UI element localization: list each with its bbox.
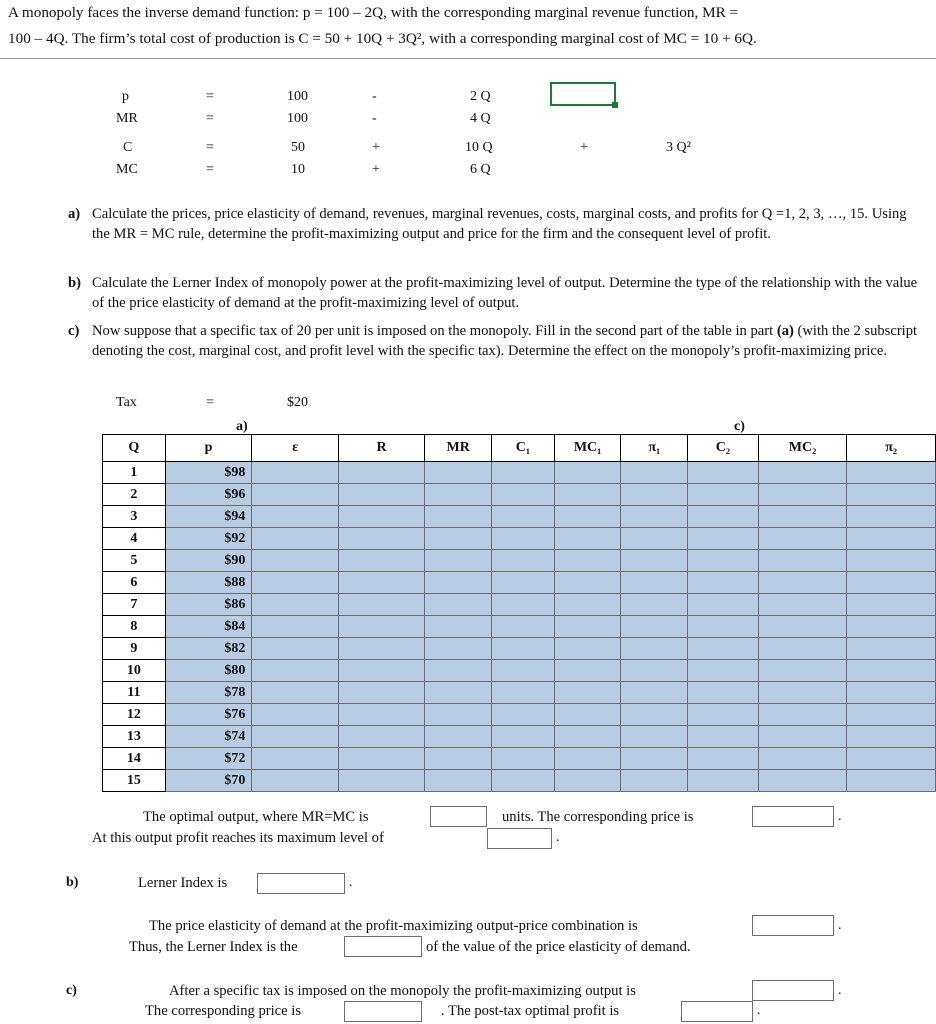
table-row <box>103 726 936 748</box>
mr-cell[interactable] <box>425 550 492 572</box>
eq-const[interactable]: 50 <box>291 140 305 155</box>
c1-cell[interactable] <box>492 462 555 484</box>
price-cell[interactable]: $78 <box>165 682 252 704</box>
intro-line-2: 100 – 4Q. The firm’s total cost of production is C = 50 + 10Q + 3Q², with a corresponding marginal cost of MC = 10 + 6Q. <box>8 30 757 47</box>
lerner-index-field[interactable] <box>257 873 345 894</box>
mc2-cell[interactable] <box>758 748 847 770</box>
price-cell[interactable]: $82 <box>165 638 252 660</box>
c2-cell[interactable] <box>688 770 759 792</box>
mr-cell[interactable] <box>425 682 492 704</box>
table-row <box>103 462 936 484</box>
profit2-cell[interactable] <box>847 572 936 594</box>
period: . <box>556 830 560 845</box>
mc1-cell[interactable] <box>554 660 621 682</box>
lerner-index-text: Lerner Index is <box>138 875 228 891</box>
q-cell[interactable]: 6 <box>103 572 166 594</box>
q-cell[interactable]: 11 <box>103 682 166 704</box>
fill-handle[interactable] <box>612 102 618 108</box>
question-b-label: b) <box>68 275 81 291</box>
elasticity-cell[interactable] <box>252 462 338 484</box>
table-row <box>103 594 936 616</box>
c1-cell[interactable] <box>492 704 555 726</box>
mc1-cell[interactable] <box>554 704 621 726</box>
c1-cell[interactable] <box>492 726 555 748</box>
c1-cell[interactable] <box>492 484 555 506</box>
profit2-cell[interactable] <box>847 484 936 506</box>
period: . <box>838 918 842 933</box>
eq-op[interactable]: + <box>372 162 380 177</box>
q-cell[interactable]: 9 <box>103 638 166 660</box>
profit1-cell[interactable] <box>621 682 688 704</box>
mr-cell[interactable] <box>425 484 492 506</box>
max-profit-field[interactable] <box>487 828 552 849</box>
revenue-cell[interactable] <box>338 572 425 594</box>
q-cell[interactable]: 13 <box>103 726 166 748</box>
max-profit-text: At this output profit reaches its maximum level of <box>92 830 384 846</box>
c1-cell[interactable] <box>492 594 555 616</box>
mc2-cell[interactable] <box>758 462 847 484</box>
q-cell[interactable]: 2 <box>103 484 166 506</box>
mr-cell[interactable] <box>425 572 492 594</box>
question-a-label: a) <box>68 206 81 222</box>
price-cell[interactable]: $70 <box>165 770 252 792</box>
eq-equals[interactable]: = <box>206 89 214 104</box>
c2-cell[interactable] <box>688 660 759 682</box>
problem-intro <box>0 0 936 59</box>
elasticity-cell[interactable] <box>252 770 338 792</box>
price-cell[interactable]: $86 <box>165 594 252 616</box>
c2-cell[interactable] <box>688 638 759 660</box>
profit2-cell[interactable] <box>847 726 936 748</box>
col-header-p[interactable]: p <box>165 435 252 462</box>
price-cell[interactable]: $72 <box>165 748 252 770</box>
price-cell[interactable]: $96 <box>165 484 252 506</box>
thus-post-text: of the value of the price elasticity of demand. <box>426 939 691 955</box>
c2-cell[interactable] <box>688 748 759 770</box>
revenue-cell[interactable] <box>338 462 425 484</box>
q-cell[interactable]: 5 <box>103 550 166 572</box>
mc1-cell[interactable] <box>554 572 621 594</box>
question-c-text: Now suppose that a specific tax of 20 per unit is imposed on the monopoly. Fill in the second part of the table in part (a) (with the 2 subscript denoting the cost, marginal cost, and profit level with the specific tax). Determine the effect on the monopoly’s profit-maximizing price. <box>92 323 918 359</box>
mc1-cell[interactable] <box>554 770 621 792</box>
eq-term[interactable]: 2 Q <box>470 89 491 104</box>
mc1-cell[interactable] <box>554 726 621 748</box>
table-row <box>103 506 936 528</box>
mc1-cell[interactable] <box>554 748 621 770</box>
profit2-cell[interactable] <box>847 770 936 792</box>
table-row <box>103 484 936 506</box>
price-cell[interactable]: $74 <box>165 726 252 748</box>
eq-op2[interactable]: + <box>580 140 588 155</box>
optimal-price-field[interactable] <box>752 806 834 827</box>
profit2-cell[interactable] <box>847 462 936 484</box>
mr-cell[interactable] <box>425 748 492 770</box>
elasticity-text: The price elasticity of demand at the profit-maximizing output-price combination is <box>149 918 638 934</box>
col-header-mc1[interactable]: MC₁ <box>554 435 621 462</box>
price-cell[interactable]: $84 <box>165 616 252 638</box>
col-header-revenue[interactable]: R <box>338 435 425 462</box>
col-header-q[interactable]: Q <box>103 435 166 462</box>
mc1-cell[interactable] <box>554 528 621 550</box>
mc2-cell[interactable] <box>758 660 847 682</box>
revenue-cell[interactable] <box>338 550 425 572</box>
mc2-cell[interactable] <box>758 484 847 506</box>
price-cell[interactable]: $98 <box>165 462 252 484</box>
price-cell[interactable]: $76 <box>165 704 252 726</box>
c2-cell[interactable] <box>688 704 759 726</box>
revenue-cell[interactable] <box>338 594 425 616</box>
eq-op[interactable]: + <box>372 140 380 155</box>
revenue-cell[interactable] <box>338 484 425 506</box>
price-cell[interactable]: $90 <box>165 550 252 572</box>
eq-const[interactable]: 100 <box>287 89 308 104</box>
c2-cell[interactable] <box>688 462 759 484</box>
revenue-cell[interactable] <box>338 638 425 660</box>
table-header-row <box>103 435 936 462</box>
revenue-cell[interactable] <box>338 726 425 748</box>
elasticity-cell[interactable] <box>252 484 338 506</box>
mr-cell[interactable] <box>425 726 492 748</box>
elasticity-cell[interactable] <box>252 550 338 572</box>
profit1-cell[interactable] <box>621 528 688 550</box>
revenue-cell[interactable] <box>338 770 425 792</box>
c2-cell[interactable] <box>688 528 759 550</box>
elasticity-cell[interactable] <box>252 594 338 616</box>
q-cell[interactable]: 4 <box>103 528 166 550</box>
q-cell[interactable]: 10 <box>103 660 166 682</box>
profit1-cell[interactable] <box>621 770 688 792</box>
thus-text: Thus, the Lerner Index is the <box>129 939 298 955</box>
q-cell[interactable]: 8 <box>103 616 166 638</box>
price-cell[interactable]: $80 <box>165 660 252 682</box>
profit1-cell[interactable] <box>621 638 688 660</box>
c2-cell[interactable] <box>688 550 759 572</box>
data-table <box>102 434 936 792</box>
price-cell[interactable]: $92 <box>165 528 252 550</box>
profit2-cell[interactable] <box>847 550 936 572</box>
question-c-label: c) <box>68 323 80 339</box>
answer-c-label: c) <box>66 983 77 998</box>
c1-cell[interactable] <box>492 528 555 550</box>
mc2-cell[interactable] <box>758 550 847 572</box>
col-header-mr[interactable]: MR <box>425 435 492 462</box>
table-row <box>103 770 936 792</box>
mr-cell[interactable] <box>425 506 492 528</box>
table-row <box>103 682 936 704</box>
mr-cell[interactable] <box>425 638 492 660</box>
tax-profit-field[interactable] <box>681 1001 753 1022</box>
eq-equals[interactable]: = <box>206 162 214 177</box>
eq-term[interactable]: 10 Q <box>465 140 493 155</box>
mc2-cell[interactable] <box>758 616 847 638</box>
profit1-cell[interactable] <box>621 616 688 638</box>
revenue-cell[interactable] <box>338 616 425 638</box>
col-header-profit1[interactable]: π₁ <box>621 435 688 462</box>
optimal-units-text: units. The corresponding price is <box>502 809 694 825</box>
mr-cell[interactable] <box>425 704 492 726</box>
elasticity-field[interactable] <box>752 915 834 936</box>
c1-cell[interactable] <box>492 770 555 792</box>
mc2-cell[interactable] <box>758 704 847 726</box>
tax-output-text: After a specific tax is imposed on the monopoly the profit-maximizing output is <box>169 983 636 999</box>
mr-cell[interactable] <box>425 462 492 484</box>
mc1-cell[interactable] <box>554 550 621 572</box>
mc2-cell[interactable] <box>758 506 847 528</box>
profit2-cell[interactable] <box>847 594 936 616</box>
tax-label[interactable]: Tax <box>116 395 137 410</box>
eq-const[interactable]: 100 <box>287 111 308 126</box>
profit2-cell[interactable] <box>847 704 936 726</box>
tax-equals[interactable]: = <box>206 395 214 410</box>
section-a-label: a) <box>236 419 248 434</box>
q-cell[interactable]: 14 <box>103 748 166 770</box>
profit2-cell[interactable] <box>847 528 936 550</box>
mc2-cell[interactable] <box>758 528 847 550</box>
profit1-cell[interactable] <box>621 462 688 484</box>
period: . <box>349 875 353 890</box>
mr-cell[interactable] <box>425 660 492 682</box>
profit1-cell[interactable] <box>621 550 688 572</box>
eq-var-mc[interactable]: MC <box>116 162 138 177</box>
price-cell[interactable]: $88 <box>165 572 252 594</box>
c2-cell[interactable] <box>688 484 759 506</box>
elasticity-cell[interactable] <box>252 506 338 528</box>
mc1-cell[interactable] <box>554 638 621 660</box>
c1-cell[interactable] <box>492 506 555 528</box>
section-c-label: c) <box>734 419 745 434</box>
eq-term[interactable]: 6 Q <box>470 162 491 177</box>
elasticity-cell[interactable] <box>252 572 338 594</box>
mc1-cell[interactable] <box>554 506 621 528</box>
revenue-cell[interactable] <box>338 660 425 682</box>
revenue-cell[interactable] <box>338 704 425 726</box>
elasticity-cell[interactable] <box>252 638 338 660</box>
col-header-mc2[interactable]: MC₂ <box>758 435 847 462</box>
mc1-cell[interactable] <box>554 682 621 704</box>
eq-term[interactable]: 4 Q <box>470 111 491 126</box>
table-row <box>103 704 936 726</box>
mc2-cell[interactable] <box>758 572 847 594</box>
table-row <box>103 616 936 638</box>
profit2-cell[interactable] <box>847 682 936 704</box>
optimal-output-text: The optimal output, where MR=MC is <box>143 809 369 825</box>
table-row <box>103 528 936 550</box>
c2-cell[interactable] <box>688 682 759 704</box>
profit2-cell[interactable] <box>847 506 936 528</box>
period: . <box>838 809 842 824</box>
period: . <box>757 1003 761 1018</box>
c2-cell[interactable] <box>688 506 759 528</box>
profit2-cell[interactable] <box>847 638 936 660</box>
eq-equals[interactable]: = <box>206 111 214 126</box>
c1-cell[interactable] <box>492 682 555 704</box>
revenue-cell[interactable] <box>338 748 425 770</box>
tax-price-text: The corresponding price is <box>145 1003 302 1019</box>
mr-cell[interactable] <box>425 770 492 792</box>
revenue-cell[interactable] <box>338 506 425 528</box>
profit1-cell[interactable] <box>621 748 688 770</box>
profit1-cell[interactable] <box>621 506 688 528</box>
eq-equals[interactable]: = <box>206 140 214 155</box>
elasticity-cell[interactable] <box>252 528 338 550</box>
mc2-cell[interactable] <box>758 770 847 792</box>
table-row <box>103 638 936 660</box>
elasticity-cell[interactable] <box>252 682 338 704</box>
c1-cell[interactable] <box>492 748 555 770</box>
tax-output-field[interactable] <box>752 980 834 1001</box>
question-b-text: Calculate the Lerner Index of monopoly power at the profit-maximizing level of output. Determine the type of the relationship with the value of the price elasticity of demand at the profit-maximizing level of output. <box>92 275 918 311</box>
profit1-cell[interactable] <box>621 572 688 594</box>
eq-const[interactable]: 10 <box>291 162 305 177</box>
c2-cell[interactable] <box>688 594 759 616</box>
table-row <box>103 572 936 594</box>
relationship-field[interactable] <box>344 936 422 957</box>
profit2-cell[interactable] <box>847 660 936 682</box>
profit1-cell[interactable] <box>621 660 688 682</box>
c2-cell[interactable] <box>688 726 759 748</box>
q-cell[interactable]: 1 <box>103 462 166 484</box>
q-cell[interactable]: 12 <box>103 704 166 726</box>
mc1-cell[interactable] <box>554 484 621 506</box>
c2-cell[interactable] <box>688 572 759 594</box>
elasticity-cell[interactable] <box>252 704 338 726</box>
eq-var-mr[interactable]: MR <box>116 111 138 126</box>
eq-var-c[interactable]: C <box>123 140 133 155</box>
mc1-cell[interactable] <box>554 462 621 484</box>
intro-line-1: A monopoly faces the inverse demand function: p = 100 – 2Q, with the corresponding marginal revenue function, MR = <box>8 4 739 21</box>
col-header-c2[interactable]: C₂ <box>688 435 759 462</box>
q-cell[interactable]: 15 <box>103 770 166 792</box>
eq-var-p[interactable]: p <box>122 89 129 104</box>
elasticity-cell[interactable] <box>252 660 338 682</box>
c1-cell[interactable] <box>492 660 555 682</box>
profit1-cell[interactable] <box>621 726 688 748</box>
mr-cell[interactable] <box>425 616 492 638</box>
eq-term2[interactable]: 3 Q² <box>666 140 691 155</box>
table-row <box>103 550 936 572</box>
mc1-cell[interactable] <box>554 616 621 638</box>
period: . <box>838 983 842 998</box>
c1-cell[interactable] <box>492 616 555 638</box>
price-cell[interactable]: $94 <box>165 506 252 528</box>
mr-cell[interactable] <box>425 594 492 616</box>
q-cell[interactable]: 3 <box>103 506 166 528</box>
table-row <box>103 748 936 770</box>
mc2-cell[interactable] <box>758 726 847 748</box>
profit1-cell[interactable] <box>621 484 688 506</box>
tax-value[interactable]: $20 <box>287 395 308 410</box>
mc1-cell[interactable] <box>554 594 621 616</box>
c1-cell[interactable] <box>492 550 555 572</box>
profit2-cell[interactable] <box>847 748 936 770</box>
mc2-cell[interactable] <box>758 594 847 616</box>
c1-cell[interactable] <box>492 638 555 660</box>
mc2-cell[interactable] <box>758 682 847 704</box>
tax-price-field[interactable] <box>344 1001 422 1022</box>
answer-b-label: b) <box>66 875 79 890</box>
table-row <box>103 660 936 682</box>
question-a-text: Calculate the prices, price elasticity of demand, revenues, marginal revenues, costs, marginal costs, and profits for Q =1, 2, 3, …, 15. Using the MR = MC rule, determine the profit-maximizing output and price for the firm and the consequent level of profit. <box>92 206 907 242</box>
profit1-cell[interactable] <box>621 704 688 726</box>
tax-profit-text: . The post-tax optimal profit is <box>441 1003 620 1019</box>
revenue-cell[interactable] <box>338 682 425 704</box>
col-header-profit2[interactable]: π₂ <box>847 435 936 462</box>
elasticity-cell[interactable] <box>252 616 338 638</box>
col-header-c1[interactable]: C₁ <box>492 435 555 462</box>
elasticity-cell[interactable] <box>252 748 338 770</box>
mc2-cell[interactable] <box>758 638 847 660</box>
c1-cell[interactable] <box>492 572 555 594</box>
elasticity-cell[interactable] <box>252 726 338 748</box>
profit2-cell[interactable] <box>847 616 936 638</box>
c2-cell[interactable] <box>688 616 759 638</box>
eq-op[interactable]: - <box>372 111 377 126</box>
mr-cell[interactable] <box>425 528 492 550</box>
q-cell[interactable]: 7 <box>103 594 166 616</box>
revenue-cell[interactable] <box>338 528 425 550</box>
optimal-output-field[interactable] <box>430 806 487 827</box>
selected-cell[interactable] <box>550 82 616 106</box>
eq-op[interactable]: - <box>372 89 377 104</box>
col-header-elasticity[interactable]: ε <box>252 435 338 462</box>
profit1-cell[interactable] <box>621 594 688 616</box>
